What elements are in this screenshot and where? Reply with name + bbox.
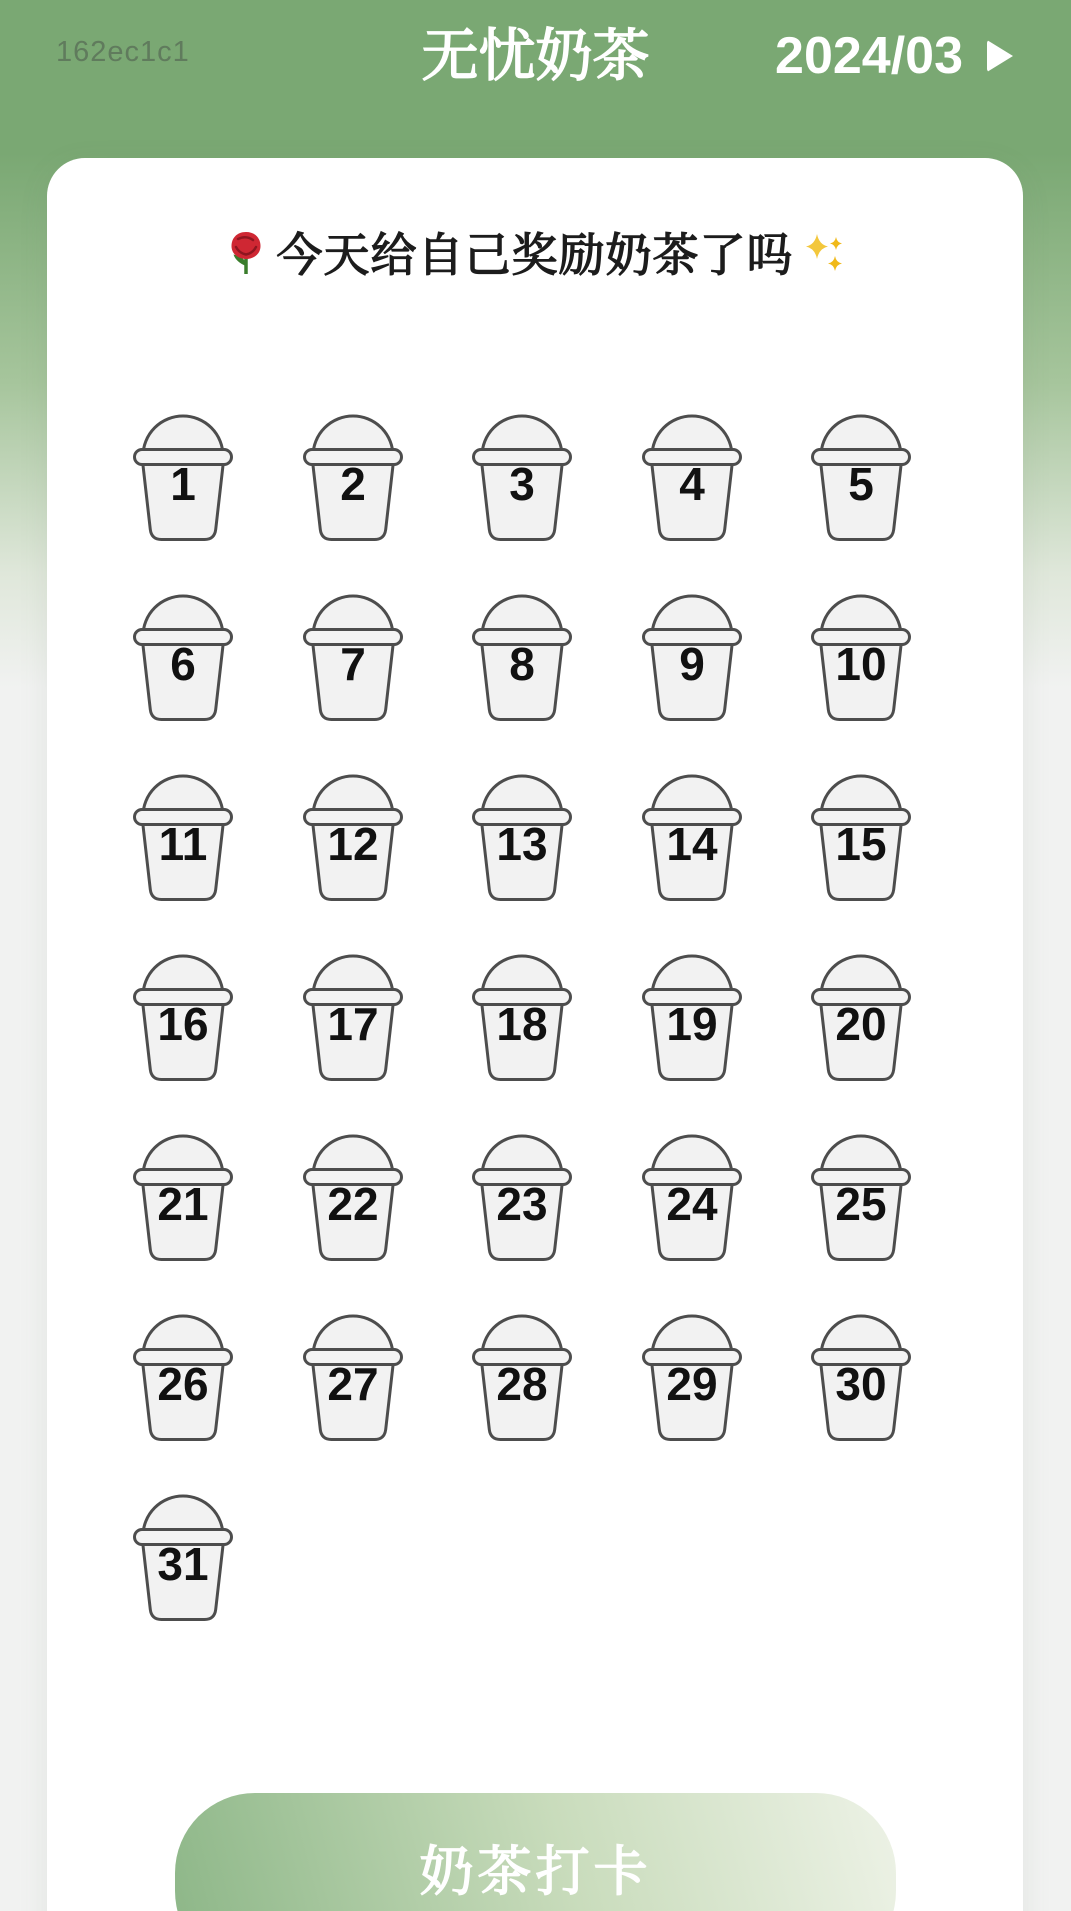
day-number: 31 xyxy=(157,1538,209,1590)
day-cup-23[interactable] xyxy=(472,1132,572,1261)
day-cup-28[interactable] xyxy=(472,1312,572,1441)
day-cup-4[interactable] xyxy=(642,412,742,541)
day-cup-19[interactable] xyxy=(642,952,742,1081)
day-number: 17 xyxy=(326,998,379,1050)
day-number: 7 xyxy=(339,638,366,690)
calendar-card xyxy=(47,158,1023,1911)
day-number: 1 xyxy=(170,458,196,510)
day-cup-26[interactable] xyxy=(133,1312,233,1441)
day-number: 19 xyxy=(665,998,718,1050)
day-number: 24 xyxy=(665,1178,718,1230)
day-cup-2[interactable] xyxy=(303,412,403,541)
day-cup-20[interactable] xyxy=(811,952,911,1081)
day-number: 18 xyxy=(496,998,548,1050)
sparkles-icon xyxy=(802,229,848,275)
day-number: 8 xyxy=(509,638,535,690)
checkin-button[interactable] xyxy=(175,1793,896,1911)
day-cup-27[interactable] xyxy=(303,1312,403,1441)
day-cup-17[interactable] xyxy=(303,952,403,1081)
day-cup-11[interactable] xyxy=(133,772,233,901)
day-number: 22 xyxy=(326,1178,379,1230)
day-cup-12[interactable] xyxy=(303,772,403,901)
day-cup-8[interactable] xyxy=(472,592,572,721)
day-number: 10 xyxy=(835,638,887,690)
current-month-label: 2024/03 xyxy=(775,27,963,85)
day-cup-1[interactable] xyxy=(133,412,233,541)
day-cup-21[interactable] xyxy=(133,1132,233,1261)
day-number: 28 xyxy=(496,1358,548,1410)
day-cup-29[interactable] xyxy=(642,1312,742,1441)
month-selector[interactable] xyxy=(775,26,1013,86)
day-number: 9 xyxy=(678,638,705,690)
day-number: 3 xyxy=(509,458,535,510)
day-number: 15 xyxy=(835,818,887,870)
day-cup-3[interactable] xyxy=(472,412,572,541)
checkin-button-label: 奶茶打卡 xyxy=(419,1842,652,1902)
day-cup-5[interactable] xyxy=(811,412,911,541)
prompt-text: 今天给自己奖励奶茶了吗 xyxy=(276,229,794,281)
day-cup-24[interactable] xyxy=(642,1132,742,1261)
day-number: 26 xyxy=(157,1358,209,1410)
day-number: 16 xyxy=(157,998,209,1050)
day-number: 2 xyxy=(339,458,366,510)
day-number: 27 xyxy=(326,1358,379,1410)
day-cup-18[interactable] xyxy=(472,952,572,1081)
day-cup-15[interactable] xyxy=(811,772,911,901)
header xyxy=(0,0,1071,130)
day-number: 11 xyxy=(158,818,208,870)
day-grid xyxy=(133,412,911,1621)
day-cup-14[interactable] xyxy=(642,772,742,901)
rose-icon xyxy=(223,229,269,275)
day-cup-7[interactable] xyxy=(303,592,403,721)
day-cup-10[interactable] xyxy=(811,592,911,721)
day-cup-6[interactable] xyxy=(133,592,233,721)
day-number: 13 xyxy=(496,818,548,870)
day-number: 4 xyxy=(678,458,705,510)
day-cup-30[interactable] xyxy=(811,1312,911,1441)
day-number: 5 xyxy=(848,458,874,510)
day-number: 30 xyxy=(835,1358,887,1410)
prompt-row xyxy=(47,222,1023,282)
day-number: 6 xyxy=(170,638,196,690)
day-cup-16[interactable] xyxy=(133,952,233,1081)
day-cup-13[interactable] xyxy=(472,772,572,901)
day-cup-25[interactable] xyxy=(811,1132,911,1261)
day-number: 20 xyxy=(835,998,887,1050)
day-number: 25 xyxy=(835,1178,887,1230)
day-number: 14 xyxy=(665,818,718,870)
app-title: 无忧奶茶 xyxy=(421,24,650,88)
day-number: 29 xyxy=(665,1358,718,1410)
day-cup-22[interactable] xyxy=(303,1132,403,1261)
day-cup-31[interactable] xyxy=(133,1492,233,1621)
day-number: 12 xyxy=(326,818,379,870)
next-month-icon[interactable] xyxy=(987,40,1013,72)
day-cup-9[interactable] xyxy=(642,592,742,721)
day-number: 21 xyxy=(157,1178,209,1230)
day-number: 23 xyxy=(496,1178,548,1230)
watermark-id: 162ec1c1 xyxy=(56,36,190,68)
